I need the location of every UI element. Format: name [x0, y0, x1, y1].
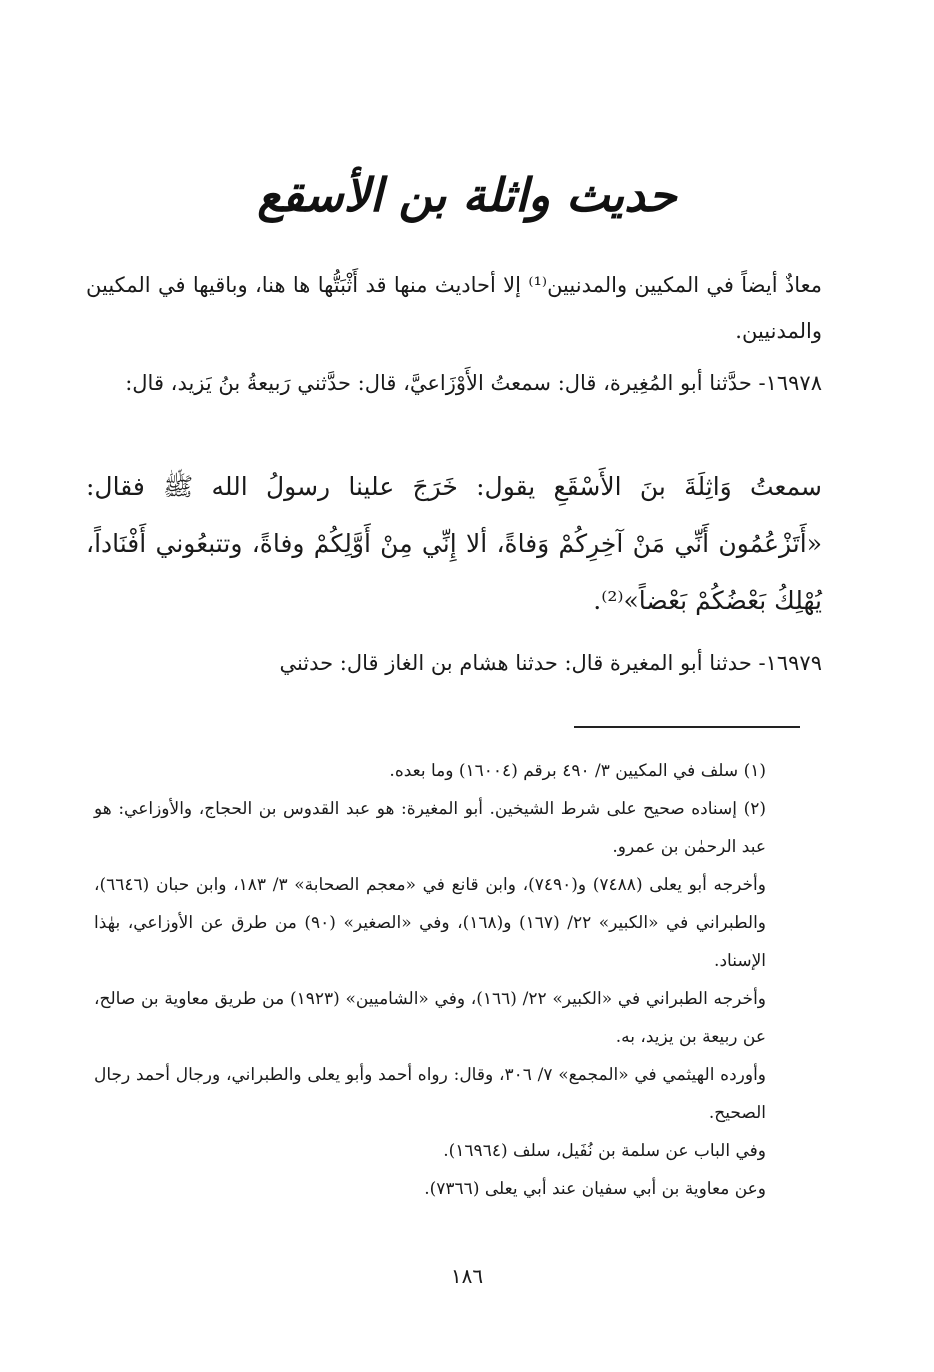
footnotes-section	[94, 752, 822, 1208]
footnote-2-bab-1: وفي الباب عن سلمة بن نُفَيل، سلف (١٦٩٦٤).	[443, 1141, 766, 1161]
footnote-2: (٢) إسناده صحيح على شرط الشيخين. أبو المغيرة: هو عبد القدوس بن الحجاج، والأوزاعي: هو عبد الرحمٰن بن عمرو.	[94, 799, 766, 857]
page-number: ١٨٦	[450, 1264, 484, 1288]
chapter-title: حديث واثلة بن الأسقع	[257, 168, 677, 222]
footnote-2-takhrij-2: وأخرجه الطبراني في «الكبير» ٢٢/ (١٦٦)، وفي «الشاميين» (١٩٢٣) من طريق معاوية بن صالح، عن ربيعة بن يزيد، به.	[94, 989, 766, 1047]
hadith-16978-isnad: ١٦٩٧٨- حدَّثنا أبو المُغِيرة، قال: سمعتُ الأَوْزَاعيَّ، قال: حدَّثني رَبيعةُ بنُ يَزيد، قال:	[125, 371, 822, 395]
footnote-separator	[574, 726, 800, 728]
footnote-2-takhrij-3: وأورده الهيثمي في «المجمع» ٧/ ٣٠٦، وقال: رواه أحمد وأبو يعلى والطبراني، ورجال أحمد رجال الصحيح.	[94, 1065, 766, 1123]
footnote-2-takhrij-1: وأخرجه أبو يعلى (٧٤٨٨) و(٧٤٩٠)، وابن قانع في «معجم الصحابة» ٣/ ١٨٣، وابن حبان (٦٦٤٦)، والطبراني في «الكبير» ٢٢/ (١٦٧) و(١٦٨)، وفي «الصغير» (٩٠) من طرق عن الأوزاعي، بهٰذا الإسناد.	[94, 875, 767, 971]
footnote-2-bab-2: وعن معاوية بن أبي سفيان عند أبي يعلى (٧٣٦٦).	[424, 1179, 766, 1199]
hadith-16979-isnad: ١٦٩٧٩- حدثنا أبو المغيرة قال: حدثنا هشام بن الغاز قال: حدثني	[279, 651, 822, 675]
intro-paragraph: معاذٌ أيضاً في المكيين والمدنيين⁽¹⁾ إلا أحاديث منها قد أَثْبَتُّها ها هنا، وباقيها في المكيين والمدنيين.	[86, 273, 822, 343]
hadith-16978-matn: سمعتُ وَاثِلَةَ بنَ الأَسْقَعِ يقول: خَرَجَ علينا رسولُ الله ﷺ فقال: «أَتَزْعُمُون أَنِّي مَنْ آخِرِكُمْ وَفاةً، ألا إِنِّي مِنْ أَوَّلِكُمْ وفاةً، وتتبعُوني أَفْنَاداً، يُهْلِكُ بَعْضُكُمْ بَعْضاً»⁽²⁾.	[86, 472, 822, 615]
footnote-1: (١) سلف في المكيين ٣/ ٤٩٠ برقم (١٦٠٠٤) وما بعده.	[389, 761, 766, 781]
